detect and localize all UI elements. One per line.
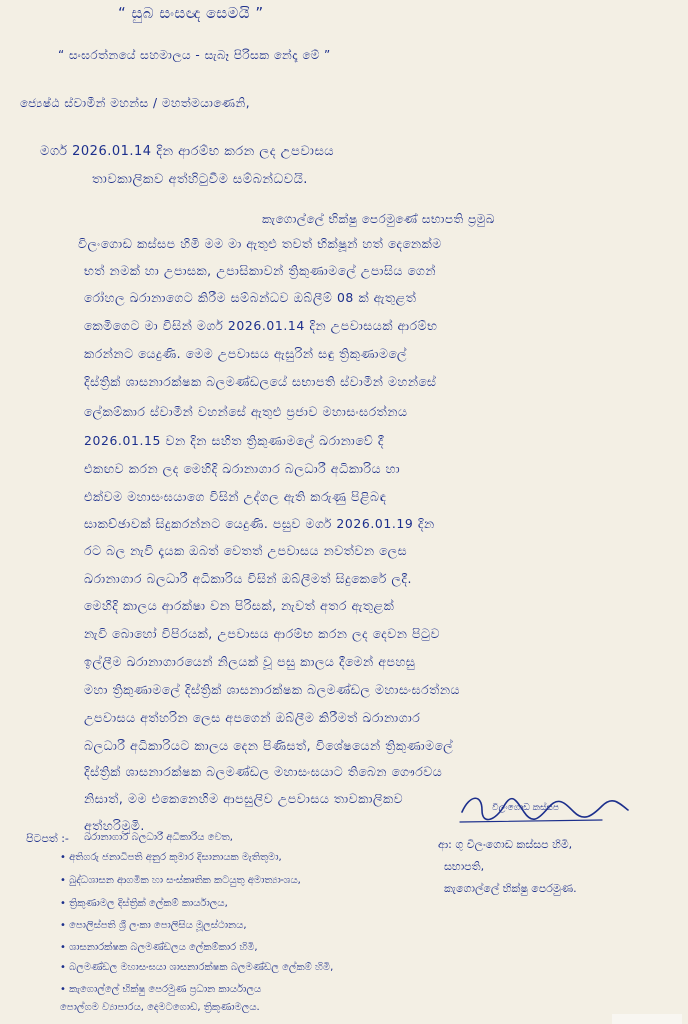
body-line: මහා ත්‍රිකුණාමලේ දිස්ත්‍රික් ශාසනාරක්ෂක බලමණ්ඩල මහාසංඝරත්නය xyxy=(84,682,461,697)
signature-scribble-icon xyxy=(452,790,632,830)
body-line: 2026.01.15 වන දින සහිත ත්‍රිකුණාමලේ ඛරානාවේ දී xyxy=(84,433,384,448)
subject-line-2: තාවකාලිකව අත්හිටුවීම සම්බන්ධවයි. xyxy=(92,172,308,187)
body-line: දිස්ත්‍රික් ශාසනාරක්ෂක බලමණ්ඩල මහාසංඝයාට තිබෙන ගෞරවය xyxy=(84,764,443,779)
letter-title: “ සුබ සංසඥ සෙමයි ” xyxy=(118,4,264,22)
letter-subtitle-quote: “ සංඝරත්නයේ සහමාලය - සැබෑ පිරිසක නේදෑ මේ ” xyxy=(58,48,331,62)
body-line: භත් නමක් හා උපාසක, උපාසිකාවන් ත්‍රිකුණාමලේ උපාසිය ගෙන් xyxy=(84,263,437,278)
salutation: ජ්‍යෙෂ්ඨ ස්වාමීන් මහන්ස / මහත්මයාණෙනි, xyxy=(20,96,251,110)
signature xyxy=(452,790,632,834)
body-line: ඉල්ලීම ඛරානාගාරයෙන් නිලයක් වූ පසු කාලය දීමෙන් අපහසු xyxy=(84,654,416,669)
copy-recipient: • ත්‍රිකුණාමල දිස්ත්‍රික් ලේකම් කාර්යාලය, xyxy=(60,898,228,909)
copy-recipient: • ශාසනාරක්ෂක බලමණ්ඩලය ලේකම්කාර හිමි, xyxy=(60,942,258,953)
copy-recipient: • බුද්ධශාසන ආගමික හා සංස්කෘතික කටයුතු අමාත්‍යාංශය, xyxy=(60,875,301,886)
copy-recipient: • අතිගරු ජනාධිපති අනුර කුමාර දිසානායක මැතිතුමා, xyxy=(60,852,282,863)
body-line: බලධාරී අධිකාරියට කාලය දෙන පිණිසත්, විශේෂයෙන් ත්‍රිකුණාමලේ xyxy=(84,738,454,753)
subject-line-1: මර්ග 2026.01.14 දින ආරම්භ කරන ලද උපවාසය xyxy=(40,144,335,159)
body-line: ලේකම්කාර ස්වාමීන් වහන්සේ ඇතුළු ප්‍රජාව මහාසංඝරත්නය xyxy=(84,404,408,419)
copy-recipient: • පොලිස්පති ශ්‍රී ලංකා පොලිසිය මූලස්ථානය, xyxy=(60,920,247,931)
signatory-organization: කැගොල්ලේ භික්ෂු පෙරමුණ. xyxy=(444,882,577,895)
body-line: එක්වම මහාසංඝයාගෙ විසින් උද්ගල ඇති කරුණු පිළිබඳ xyxy=(84,489,387,504)
body-line: රට බල නැවි දෑයක ඔබත් වෙතත් උපවාසය නවත්වන ලෙස xyxy=(84,543,408,558)
copy-recipient: • කැගොල්ලේ භික්ෂු පෙරමුණ ප්‍රධාන කාර්යාලය xyxy=(60,984,262,995)
signatory-title: සභාපති, xyxy=(444,860,485,873)
body-line: කෙමිගෙට මා විසින් මර්ග 2026.01.14 දින උපවාසයක් ආරම්භ xyxy=(84,318,438,333)
body-line: නිසාත්, මම එකෙනෙහිම ආපසුලිව උපවාසය තාවකාලිකව xyxy=(84,791,404,806)
body-line: කරන්නට යෙදුණි. මෙම උපවාසය ඇසුරින් සඳු ත්‍රිකුණාමලේ xyxy=(84,346,407,361)
copy-recipient: ඛරානාගාර බලධාරී අධිකාරිය වෙත, xyxy=(84,832,233,843)
copy-recipient: පොල්ගම ව්‍යාපාරය, දෙමටගොඩ, ත්‍රිකුණාමලය. xyxy=(60,1002,260,1013)
paper-corner xyxy=(612,1014,682,1024)
signature-text: විලංගොඩ කස්සප xyxy=(492,803,560,813)
body-line: මෙහිදි කාලය ආරක්ෂා වන පිරිසක්, නැවත් අතර ඇතුළක් xyxy=(84,598,395,613)
body-line: දිස්ත්‍රික් ශාසනාරක්ෂක බලමණ්ඩලයේ සභාපති ස්වාමීන් මහන්සේ xyxy=(84,374,437,389)
body-line: ඛරානාගාර බලධාරී අධිකාරිය විසින් ඔබ්ලීමත් සිදුකෙරේ ලදී. xyxy=(84,571,413,586)
body-line: විලංගොඩ කස්සප හිමි මම මා ඇතුළු තවත් භික්ෂූන් හත් දෙනෙක්ම xyxy=(78,236,442,251)
body-line: අත්හරිමුමි. xyxy=(84,818,145,833)
body-line: සාකච්ඡාවක් සිදුකරන්නට යෙදුණි. පසුව මර්ග 2026.01.19 දින xyxy=(84,516,435,531)
body-line: උපවාසය අත්හරින ලෙස අපගෙන් ඔබ්ලීම කිරීමත් ඛරානාගාර xyxy=(84,710,421,725)
copy-recipient: • බලමණ්ඩල මහාසංඝයා ශාසනාරක්ෂක බලමණ්ඩල ලේකම් හිමි, xyxy=(60,962,334,973)
body-line: නැවි බොහෝ විපිරයක්, උපවාසය ආරම්භ කරන ලද දෙවන පිටුව xyxy=(84,626,440,641)
signatory-name: ආ: ගු විලංගොඩ කස්සප හිමි, xyxy=(438,838,573,851)
copies-label: පිටපත් :- xyxy=(26,832,69,845)
body-line: එකඟව කරන ලද මෙහිදි ඛරානාගාර බලධාරී අධිකාරිය හා xyxy=(84,461,401,476)
body-line: රෝහල ඛරානාගෙට කිරීම සම්බන්ධව ඔබ්ලීම් 08 ක් ඇතුළත් xyxy=(84,290,417,305)
body-heading: කැගොල්ලේ භික්ෂු පෙරමුණේ සභාපති ප්‍රමුඛ xyxy=(262,212,495,226)
